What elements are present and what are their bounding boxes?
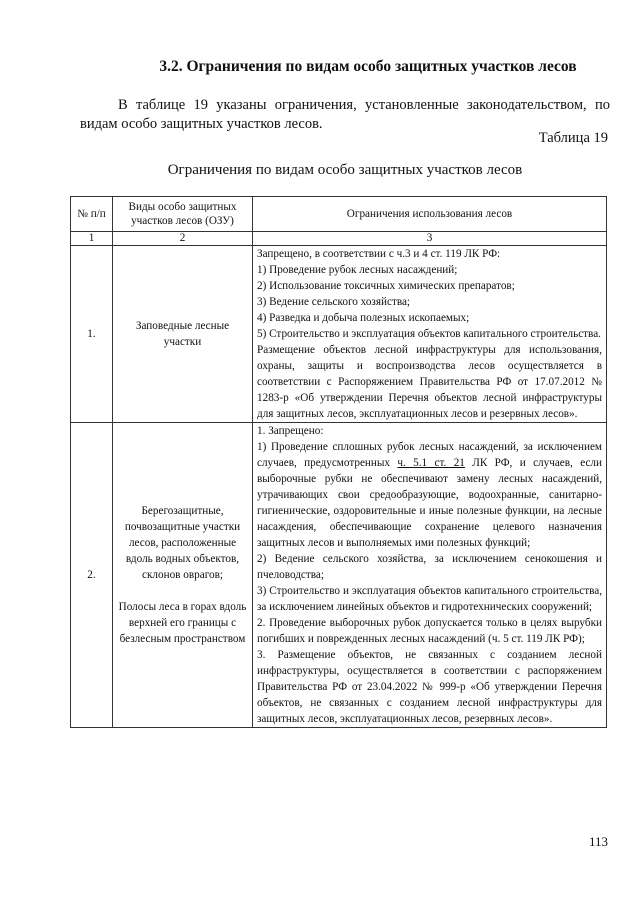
zone-kind-cell [113, 246, 253, 423]
limits-cell [253, 246, 607, 423]
limits-text: 1. Запрещено: [257, 425, 324, 437]
limits-text [257, 439, 602, 551]
column-number: 3 [253, 232, 607, 246]
zone-kind-text: Заповедные лесные участки [135, 320, 230, 348]
limits-text: Размещение объектов лесной инфраструктуры для использования, охраны, защиты и воспроизводства лесов осуществляется в соответствии с Распоряжением Правительства РФ от 17.07.2012 № 1283-р «Об утверждении Перечня объектов лесной инфраструктуры для защитных лесов, эксплуатационных лесов и резервных лесов». [257, 344, 602, 420]
limits-text: 4) Разведка и добыча полезных ископаемых; [257, 312, 470, 324]
limits-text: 3) Строительство и эксплуатация объектов капитального строительства, за исключением линейных объектов и гидротехнических сооружений; [257, 585, 602, 613]
zone-kind-cell [113, 423, 253, 728]
limits-text: 5) Строительство и эксплуатация объектов капитального строительства. [257, 328, 601, 340]
table-title: Ограничения по видам особо защитных участков лесов [167, 162, 523, 178]
table-row [71, 423, 607, 728]
limits-text: 2) Ведение сельского хозяйства, за исключением сенокошения и пчеловодства; [257, 553, 602, 581]
row-number: 2. [71, 423, 113, 728]
limits-text: 3. Размещение объектов, не связанных с созданием лесной инфраструктуры, осуществляется в соответствии с распоряжением Правительства РФ от 23.04.2022 № 999-р «Об утверждении Перечня объектов, не связанных с созданием лесной инфраструктуры для защитных лесов, эксплуатационных лесов, резервных лесов». [257, 649, 602, 725]
restrictions-table [70, 196, 607, 728]
table-number: Таблица 19 [538, 130, 608, 146]
intro-paragraph: В таблице 19 указаны ограничения, установленные законодательством, по видам особо защитных участков лесов. [80, 97, 610, 132]
zone-kind-text: Берегозащитные, почвозащитные участки лесов, расположенные вдоль водных объектов, склонов оврагов; [124, 505, 241, 581]
law-reference-link[interactable]: ч. 5.1 ст. 21 [397, 457, 465, 469]
column-number: 2 [113, 232, 253, 246]
limits-text: 3) Ведение сельского хозяйства; [257, 296, 411, 308]
limits-text-part: 1) Проведение сплошных рубок лесных насаждений, за исключением случаев, предусмотренных [257, 441, 602, 469]
column-number-row [71, 232, 607, 246]
limits-cell [253, 423, 607, 728]
limits-text: 2. Проведение выборочных рубок допускается только в целях вырубки погибших и поврежденных лесных насаждений (ч. 5 ст. 119 ЛК РФ); [257, 617, 602, 645]
column-number: 1 [71, 232, 113, 246]
limits-text: 1) Проведение рубок лесных насаждений; [257, 264, 458, 276]
header-num: № п/п [71, 197, 113, 232]
limits-text-part: ЛК РФ, и случаев, если выборочные рубки не обеспечивают замену лесных насаждений, утрачивающих свои средообразующие, водоохранные, санитарно-гигиенические, оздоровительные и иные полезные функции, на лесные насаждения, обеспечивающие сохранение целевого назначения защитных лесов и выполняемых ими полезных функций; [257, 457, 603, 549]
table-row [71, 246, 607, 423]
page-number: 113 [588, 834, 608, 849]
header-limits: Ограничения использования лесов [253, 197, 607, 232]
limits-text: Запрещено, в соответствии с ч.3 и 4 ст. 119 ЛК РФ: [257, 248, 501, 260]
table-header-row [71, 197, 607, 232]
row-number: 1. [71, 246, 113, 423]
section-heading: 3.2. Ограничения по видам особо защитных участков лесов [159, 58, 577, 75]
zone-kind-text: Полосы леса в горах вдоль верхней его границы с безлесным пространством [118, 601, 247, 645]
header-kind: Виды особо защитных участков лесов (ОЗУ) [113, 197, 253, 232]
spacer [117, 583, 248, 599]
limits-text: 2) Использование токсичных химических препаратов; [257, 280, 515, 292]
